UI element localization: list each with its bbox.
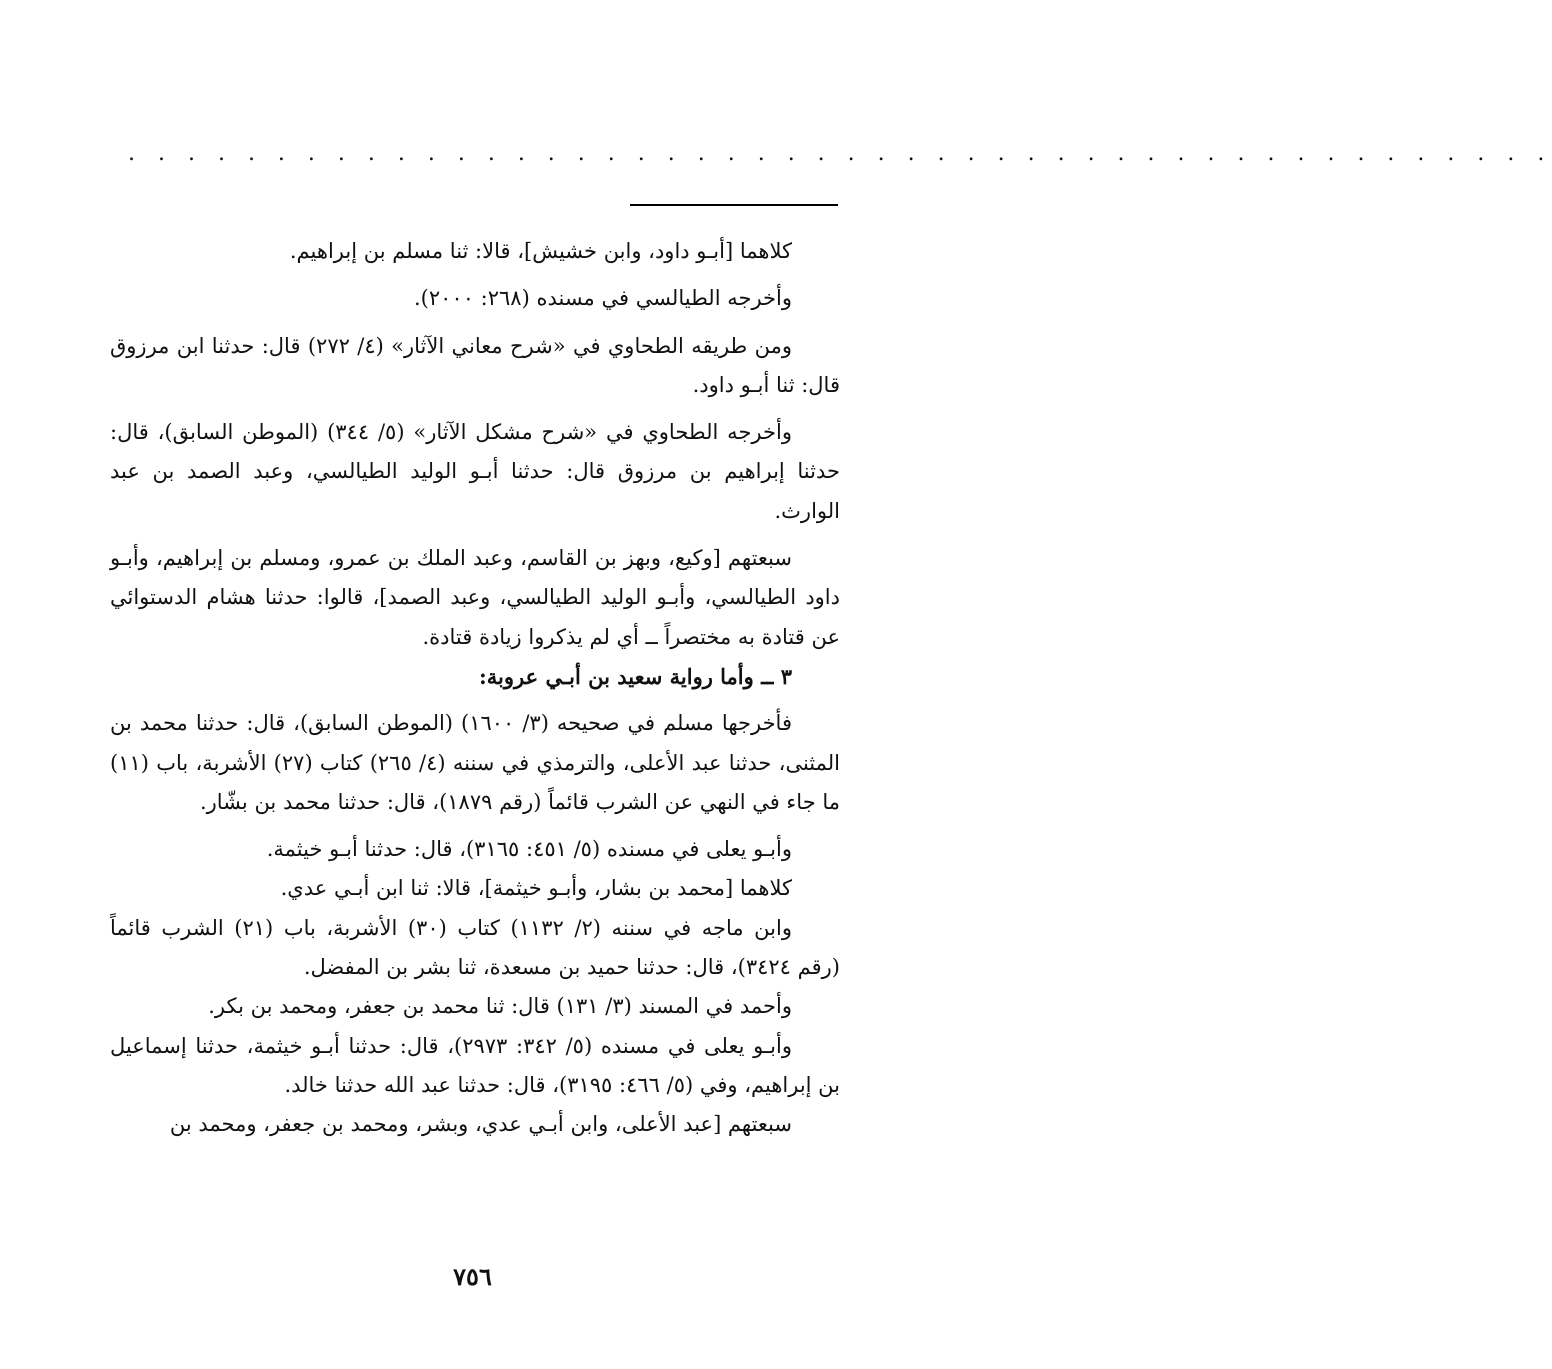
paragraph-4: وأخرجه الطحاوي في «شرح مشكل الآثار» (٥/ ٣٤٤) (الموطن السابق)، قال: حدثنا إبراهيم بن مرزوق قال: حدثنا أبـو الوليد الطيالسي، وعبد الصمد بن عبد الوارث.	[110, 420, 840, 523]
paragraph-2: وأخرجه الطيالسي في مسنده (٢٦٨: ٢٠٠٠).	[413, 286, 792, 311]
section-heading: ٣ ــ وأما رواية سعيد بن أبـي عروبة:	[479, 663, 792, 689]
footnote-rule	[630, 204, 838, 206]
paragraph-9: وابن ماجه في سننه (٢/ ١١٣٢) كتاب (٣٠) الأشربة، باب (٢١) الشرب قائماً (رقم ٣٤٢٤)، قال: حدثنا حميد بن مسعدة، ثنا بشر بن المفضل.	[110, 915, 840, 980]
paragraph-5: سبعتهم [وكيع، وبهز بن القاسم، وعبد الملك بن عمرو، ومسلم بن إبراهيم، وأبـو داود الطيالسي، وأبـو الوليد الطيالسي، وعبد الصمد]، قالوا: حدثنا هشام الدستوائي عن قتادة به مختصراً ــ أي لم يذكروا زيادة قتادة.	[110, 546, 840, 649]
paragraph-12: سبعتهم [عبد الأعلى، وابن أبـي عدي، وبشر، ومحمد بن جعفر، ومحمد بن	[169, 1112, 792, 1137]
paragraph-1: كلاهما [أبـو داود، وابن خشيش]، قالا: ثنا مسلم بن إبراهيم.	[289, 239, 792, 263]
paragraph-7: وأبـو يعلى في مسنده (٥/ ٤٥١: ٣١٦٥)، قال: حدثنا أبـو خيثمة.	[266, 837, 792, 862]
paragraph-10: وأحمد في المسند (٣/ ١٣١) قال: ثنا محمد بن جعفر، ومحمد بن بكر.	[208, 994, 792, 1019]
paragraph-11: وأبـو يعلى في مسنده (٥/ ٣٤٢: ٢٩٧٣)، قال: حدثنا أبـو خيثمة، حدثنا إسماعيل بن إبراهيم، وفي (٥/ ٤٦٦: ٣١٩٥)، قال: حدثنا عبد الله حدثنا خالد.	[110, 1033, 840, 1097]
dotted-separator: . . . . . . . . . . . . . . . . . . . . . . . . . . . . . . . . . . . . . . . . . . . . . . . .	[128, 141, 1552, 166]
footnote-body	[110, 232, 840, 1145]
paragraph-3: ومن طريقه الطحاوي في «شرح معاني الآثار» (٤/ ٢٧٢) قال: حدثنا ابن مرزوق قال: ثنا أبـو داود.	[110, 333, 840, 397]
paragraph-6: فأخرجها مسلم في صحيحه (٣/ ١٦٠٠) (الموطن السابق)، قال: حدثنا محمد بن المثنى، حدثنا عبد الأعلى، والترمذي في سننه (٤/ ٢٦٥) كتاب (٢٧) الأشربة، باب (١١) ما جاء في النهي عن الشرب قائماً (رقم ١٨٧٩)، قال: حدثنا محمد بن بشّار.	[110, 711, 840, 814]
page-number: ٧٥٦	[453, 1262, 492, 1291]
paragraph-8: كلاهما [محمد بن بشار، وأبـو خيثمة]، قالا: ثنا ابن أبـي عدي.	[280, 876, 792, 901]
